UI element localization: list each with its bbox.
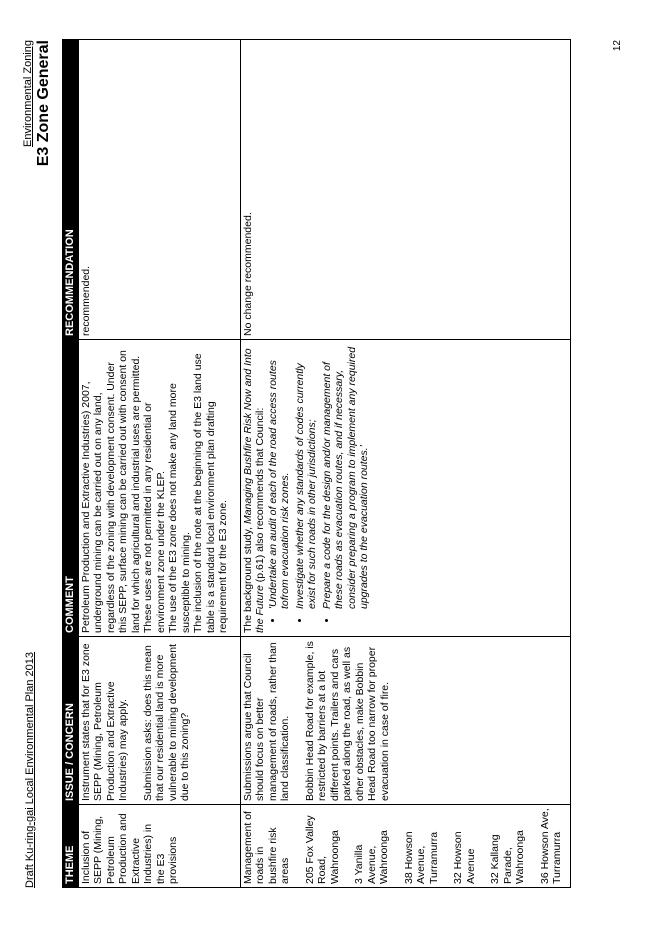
theme-cell (78, 805, 240, 888)
address-text: 32 Howson Avenue (452, 831, 477, 884)
document-title: Draft Ku-ring-gai Local Environmental Plan 2013 (24, 651, 36, 888)
issue-cell (240, 637, 570, 805)
column-header-issue: ISSUE / CONCERN (63, 637, 79, 805)
section-category: Environmental Zoning (22, 40, 34, 148)
comment-cell (240, 340, 570, 637)
page-number: 12 (612, 40, 623, 52)
issue-text: Instrument states that for E3 zone SEPP (Mining, Petroleum Production and Extractive Industries) may apply. (79, 643, 129, 801)
column-header-theme: THEME (63, 805, 79, 888)
list-item: • 'Undertake an audit of each of the road access routes tofrom evacuation risk zones. (267, 343, 292, 609)
issue-text: Bobbin Head Road for example, is restricted by barriers at a lot different points. Trailers and cars parked along the road, as well as other obstacles, make Bobbin Head Road too narrow for proper evacuation in case of fire. (303, 641, 391, 801)
section-header (22, 40, 53, 166)
comment-intro: The background study, Managing Bushfire Risk Now and Into the Future (p.61) also recommends that Council: (241, 348, 266, 633)
comment-text: The inclusion of the note at the beginning of the E3 land use table is a standard local environment plan drafting requirement for the E3 zone. (192, 353, 229, 633)
issue-text: Submissions argue that Council should focus on better management of roads, rather than land classification. (241, 642, 291, 801)
theme-text: Management of roads in bushfire risk areas (241, 811, 291, 884)
theme-cell (240, 805, 570, 888)
recommendation-text: recommended. (79, 265, 92, 336)
address-text: 38 Howson Avenue, Turramurra (402, 831, 440, 884)
address-text: 3 Yanilla Avenue, Wahroonga (353, 830, 390, 884)
table-row (240, 40, 570, 888)
submissions-table (62, 39, 571, 888)
issue-cell (78, 637, 240, 805)
column-header-comment: COMMENT (63, 340, 79, 637)
section-title: E3 Zone General (35, 40, 52, 167)
theme-text: Inclusion of SEPP (Mining, Petroleum Production and Extractive Industries) in the E3 provisions (79, 813, 179, 884)
comment-cell (78, 340, 240, 637)
study-title: Managing Bushfire Risk Now and Into the Future (241, 348, 266, 633)
address-text: 32 Kallang Parade, Wahroonga (489, 830, 526, 884)
comment-text: Petroleum Production and Extractive Industries) 2007, underground mining can be carried out on any land, regardless of the zoning with development consent. Under this SEPP, surface mining can be carried out with consent on land for which agricultural and industrial uses are permitted. These uses are not permitted in any residential or environment zone under the KLEP. (79, 350, 167, 633)
column-header-recommendation: RECOMMENDATION (63, 40, 79, 340)
table-header-row (63, 40, 79, 888)
list-item: • Prepare a code for the design and/or management of these roads as evacuation routes, and if necessary, consider preparing a program to implement any required upgrades to the evacuation routes.' (321, 343, 371, 609)
address-text: 36 Howson Ave, Turramurra (538, 808, 563, 884)
comment-text: The use of the E3 zone does not make any land more susceptible to mining. (167, 383, 192, 633)
recommendation-cell (240, 40, 570, 340)
recommendation-cell (78, 40, 240, 340)
recommendation-text: No change recommended. (241, 212, 254, 336)
issue-text: Submission asks: does this mean that our residential land is more vulnerable to mining development due to this zoning? (141, 643, 191, 801)
recommendations-list (267, 343, 371, 633)
table-row (78, 40, 240, 888)
address-text: 205 Fox Valley Road, Wahroonga (303, 815, 341, 884)
list-item: • Investigate whether any standards of codes currently exist for such roads in other jurisdictions; (294, 343, 319, 609)
